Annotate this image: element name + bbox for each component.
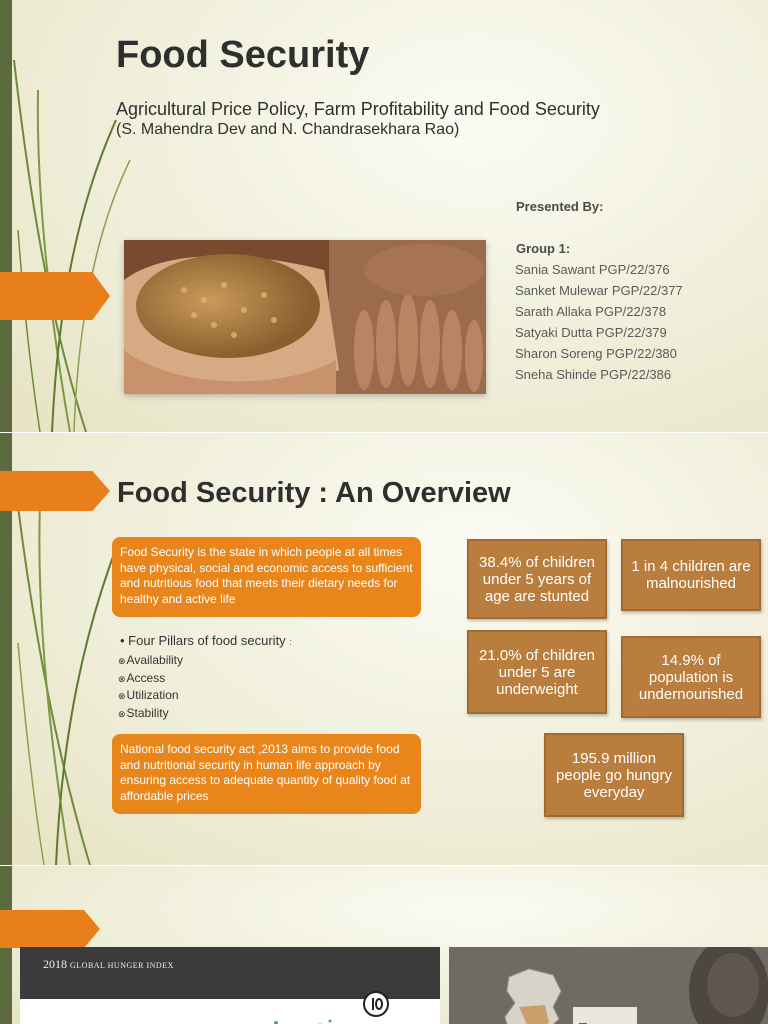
title-slide xyxy=(0,0,768,432)
member-item: Sarath Allaka PGP/22/378 xyxy=(515,304,667,319)
stat-stunted: 38.4% of children under 5 years of age are stunted xyxy=(467,539,607,619)
definition-box: Food Security is the state in which people at all times have physical, social and economic access to sufficient and nutritious food that meets their dietary needs for healthy and active life xyxy=(112,537,421,617)
member-item: Sanket Mulewar PGP/22/377 xyxy=(515,283,683,298)
member-item: Sania Sawant PGP/22/376 xyxy=(515,262,670,277)
pillars-list xyxy=(118,652,183,722)
member-list xyxy=(515,261,683,387)
slide-title: Food Security : An Overview xyxy=(117,477,511,509)
pillar-item xyxy=(118,670,183,688)
pillar-label: Utilization xyxy=(126,688,179,702)
pillars-heading xyxy=(120,633,292,648)
wheat-hands-photo xyxy=(124,240,486,394)
overview-slide xyxy=(0,433,768,865)
bullet: • xyxy=(120,633,129,648)
orange-arrow xyxy=(0,910,100,948)
paper-authors: (S. Mahendra Dev and N. Chandrasekhara Rao) xyxy=(116,121,460,138)
pillars-heading-text: Four Pillars of food security xyxy=(128,633,286,648)
pillar-item xyxy=(118,687,183,705)
circle-x-bullet-icon: ⊗ xyxy=(118,691,126,701)
pillar-label: Stability xyxy=(126,705,169,720)
ghi-title: GLOBAL HUNGER INDEX xyxy=(70,961,174,970)
nfsa-box: National food security act ,2013 aims to provide food and nutritional security in human life approach by ensuring access to adequate quantity of quality food at affordable prices xyxy=(112,734,421,814)
circle-x-bullet-icon: ⊗ xyxy=(118,708,126,719)
pillar-label: Availability xyxy=(126,653,184,667)
presented-by-label: Presented By: xyxy=(516,199,604,214)
slide-title: Food Security xyxy=(116,34,370,76)
plate-cutlery-icon xyxy=(363,991,389,1017)
stat-hungry: 195.9 million people go hungry everyday xyxy=(544,733,684,817)
member-item: Satyaki Dutta PGP/22/379 xyxy=(515,325,667,340)
pillar-item xyxy=(118,652,183,670)
hunger-index-slide xyxy=(0,866,768,1024)
ghi-year: 2018 xyxy=(43,957,67,971)
pillars-colon: : xyxy=(289,637,292,647)
orange-arrow xyxy=(0,272,110,320)
stat-underweight: 21.0% of children under 5 are underweight xyxy=(467,630,607,714)
stat-undernourished: 14.9% of population is undernourished xyxy=(621,636,761,718)
circle-x-bullet-icon: ⊗ xyxy=(118,656,126,666)
orange-arrow xyxy=(0,471,110,511)
hunger-index-image xyxy=(20,947,440,1024)
ghi-label xyxy=(43,957,174,972)
group-label: Group 1: xyxy=(516,241,571,256)
member-item: Sneha Shinde PGP/22/386 xyxy=(515,367,672,382)
circle-x-bullet-icon: ⊗ xyxy=(118,673,126,684)
paper-title: Agricultural Price Policy, Farm Profitability and Food Security xyxy=(116,99,600,119)
member-item: Sharon Soreng PGP/22/380 xyxy=(515,346,677,361)
pillar-label: Access xyxy=(126,670,166,685)
india-hunger-map xyxy=(449,947,768,1024)
stat-malnourished: 1 in 4 children are malnourished xyxy=(621,539,761,611)
pillar-item xyxy=(118,705,183,723)
